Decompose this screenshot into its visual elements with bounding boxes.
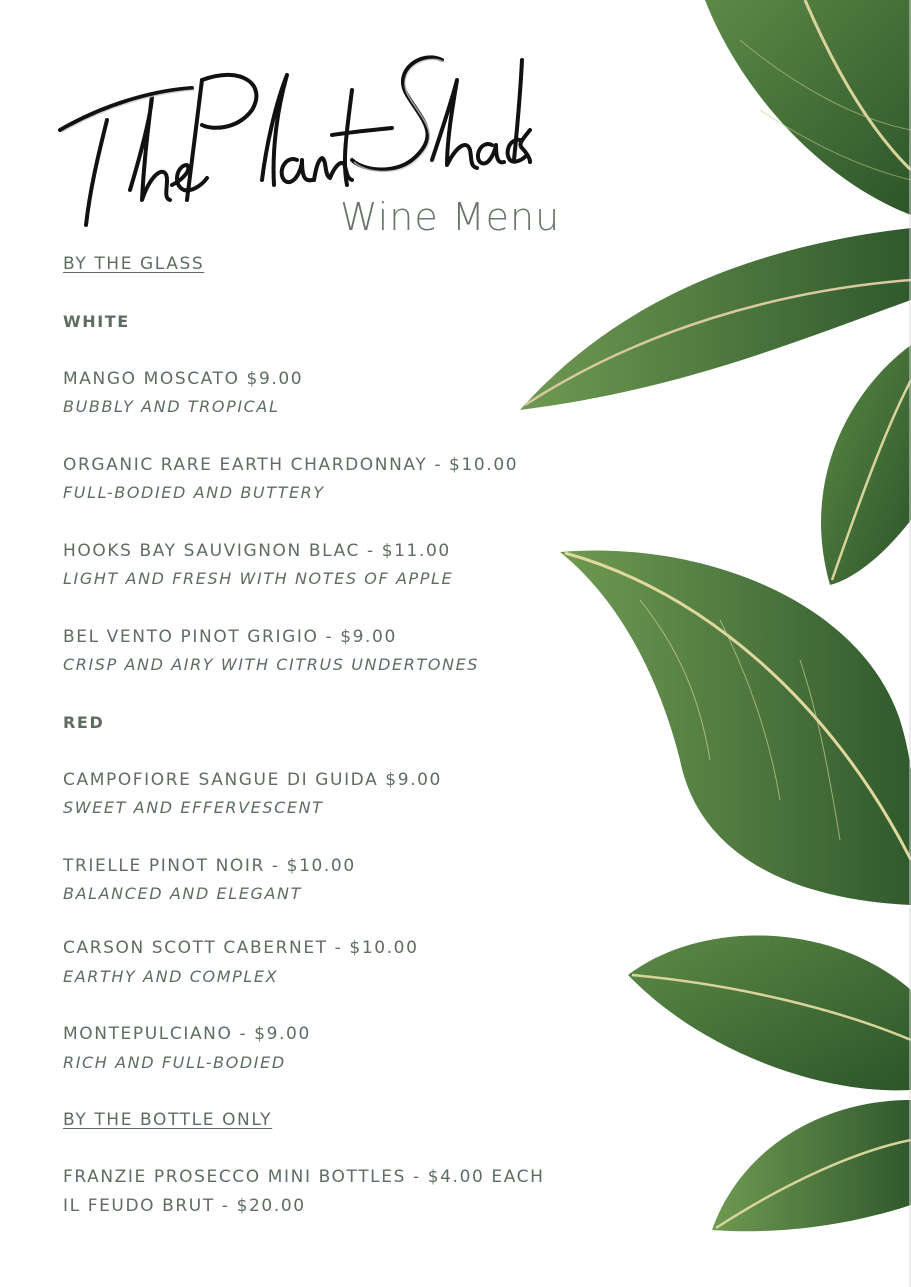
section-by-the-bottle: BY THE BOTTLE ONLY [63, 1110, 273, 1130]
bottle-item: FRANZIE PROSECCO MINI BOTTLES - $4.00 EACH [63, 1167, 545, 1187]
leaf-top [705, 0, 911, 215]
leaf-small-right [821, 345, 911, 585]
leaf-lower [628, 935, 911, 1090]
wine-item-description: FULL-BODIED AND BUTTERY [63, 483, 325, 502]
wine-item-description: RICH AND FULL-BODIED [63, 1053, 286, 1072]
wine-item-description: BUBBLY AND TROPICAL [63, 397, 280, 416]
menu-subtitle: Wine Menu [340, 195, 561, 239]
wine-item-name: CAMPOFIORE SANGUE DI GUIDA $9.00 [63, 770, 442, 790]
bottle-item: IL FEUDO BRUT - $20.00 [63, 1196, 306, 1216]
wine-item-description: LIGHT AND FRESH WITH NOTES OF APPLE [63, 569, 454, 588]
wine-item-description: EARTHY AND COMPLEX [63, 967, 279, 986]
wine-item-name: ORGANIC RARE EARTH CHARDONNAY - $10.00 [63, 455, 519, 475]
wine-item-name: TRIELLE PINOT NOIR - $10.00 [63, 856, 356, 876]
wine-item-name: BEL VENTO PINOT GRIGIO - $9.00 [63, 627, 397, 647]
wine-item-name: MONTEPULCIANO - $9.00 [63, 1024, 311, 1044]
wine-item-name: MANGO MOSCATO $9.00 [63, 369, 304, 389]
category-red: RED [63, 713, 105, 732]
leaf-large-middle [560, 550, 911, 905]
wine-item-description: CRISP AND AIRY WITH CITRUS UNDERTONES [63, 655, 480, 674]
section-by-the-glass: BY THE GLASS [63, 254, 205, 274]
wine-item-name: CARSON SCOTT CABERNET - $10.00 [63, 938, 419, 958]
wine-item-name: HOOKS BAY SAUVIGNON BLAC - $11.00 [63, 541, 451, 561]
leaf-upper-left-pointing [520, 228, 911, 410]
category-white: WHITE [63, 312, 130, 331]
wine-item-description: BALANCED AND ELEGANT [63, 884, 302, 903]
leaf-bottom [712, 1100, 911, 1231]
wine-item-description: SWEET AND EFFERVESCENT [63, 798, 324, 817]
